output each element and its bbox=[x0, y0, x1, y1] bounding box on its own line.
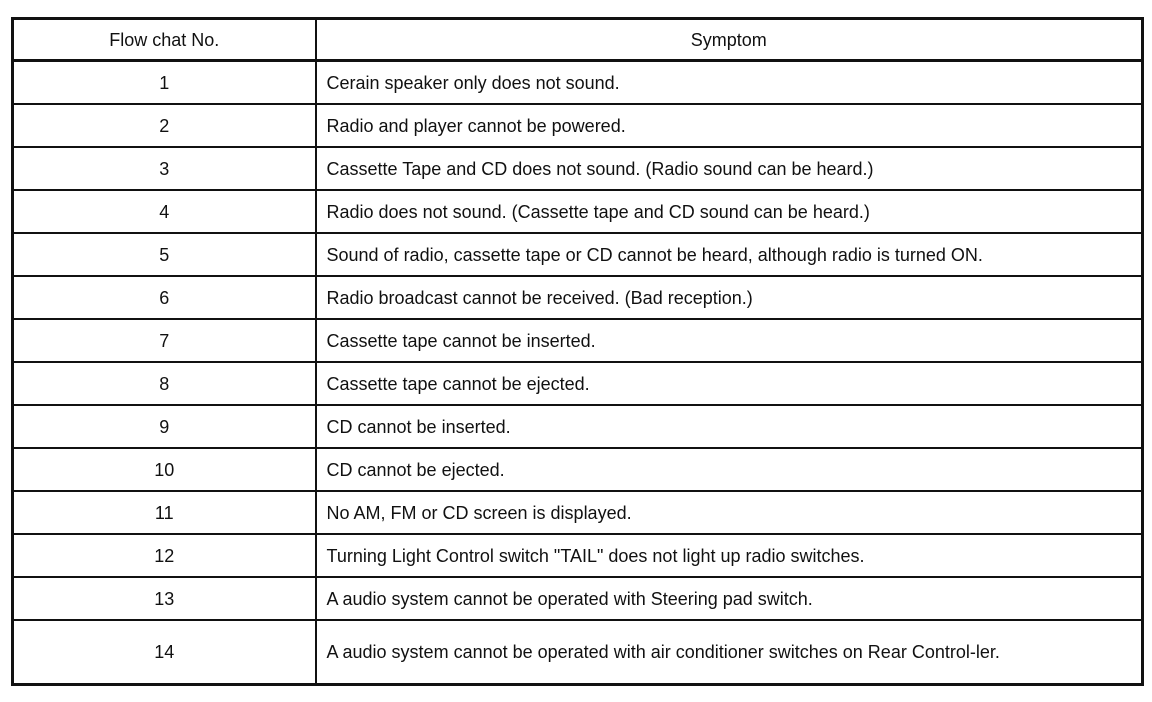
table-row bbox=[13, 233, 1143, 276]
header-row bbox=[13, 19, 1143, 61]
symptom-text: Radio and player cannot be powered. bbox=[316, 104, 1143, 147]
table-row bbox=[13, 276, 1143, 319]
flow-chart-number: 12 bbox=[13, 534, 316, 577]
symptom-text: CD cannot be inserted. bbox=[316, 405, 1143, 448]
table-row bbox=[13, 405, 1143, 448]
header-symptom: Symptom bbox=[316, 19, 1143, 61]
flow-chart-number: 7 bbox=[13, 319, 316, 362]
header-flow-chart-no: Flow chat No. bbox=[13, 19, 316, 61]
flow-chart-number: 14 bbox=[13, 620, 316, 685]
table-row bbox=[13, 362, 1143, 405]
symptom-text: Sound of radio, cassette tape or CD cannot be heard, although radio is turned ON. bbox=[316, 233, 1143, 276]
table-row bbox=[13, 491, 1143, 534]
flow-chart-number: 9 bbox=[13, 405, 316, 448]
table-row bbox=[13, 620, 1143, 685]
symptom-text: CD cannot be ejected. bbox=[316, 448, 1143, 491]
symptom-text: Cassette tape cannot be ejected. bbox=[316, 362, 1143, 405]
flow-chart-number: 13 bbox=[13, 577, 316, 620]
table-row bbox=[13, 190, 1143, 233]
flow-chart-number: 10 bbox=[13, 448, 316, 491]
table-row bbox=[13, 61, 1143, 105]
table-body bbox=[13, 61, 1143, 685]
symptom-text: Cassette Tape and CD does not sound. (Radio sound can be heard.) bbox=[316, 147, 1143, 190]
table-header bbox=[13, 19, 1143, 61]
flow-chart-number: 3 bbox=[13, 147, 316, 190]
table-row bbox=[13, 534, 1143, 577]
table-row bbox=[13, 448, 1143, 491]
symptom-text: No AM, FM or CD screen is displayed. bbox=[316, 491, 1143, 534]
table-row bbox=[13, 319, 1143, 362]
table-row bbox=[13, 147, 1143, 190]
flow-chart-number: 4 bbox=[13, 190, 316, 233]
flow-chart-number: 2 bbox=[13, 104, 316, 147]
symptom-text: Radio broadcast cannot be received. (Bad reception.) bbox=[316, 276, 1143, 319]
symptom-text: A audio system cannot be operated with air conditioner switches on Rear Control-ler. bbox=[316, 620, 1143, 685]
symptom-text: Turning Light Control switch "TAIL" does not light up radio switches. bbox=[316, 534, 1143, 577]
symptom-text: Radio does not sound. (Cassette tape and CD sound can be heard.) bbox=[316, 190, 1143, 233]
table-row bbox=[13, 104, 1143, 147]
flow-chart-number: 11 bbox=[13, 491, 316, 534]
table-row bbox=[13, 577, 1143, 620]
symptom-text: Cassette tape cannot be inserted. bbox=[316, 319, 1143, 362]
symptom-text: Cerain speaker only does not sound. bbox=[316, 61, 1143, 105]
flow-chart-number: 8 bbox=[13, 362, 316, 405]
flow-chart-number: 6 bbox=[13, 276, 316, 319]
symptom-table bbox=[11, 17, 1144, 686]
flow-chart-number: 1 bbox=[13, 61, 316, 105]
symptom-text: A audio system cannot be operated with Steering pad switch. bbox=[316, 577, 1143, 620]
flow-chart-number: 5 bbox=[13, 233, 316, 276]
